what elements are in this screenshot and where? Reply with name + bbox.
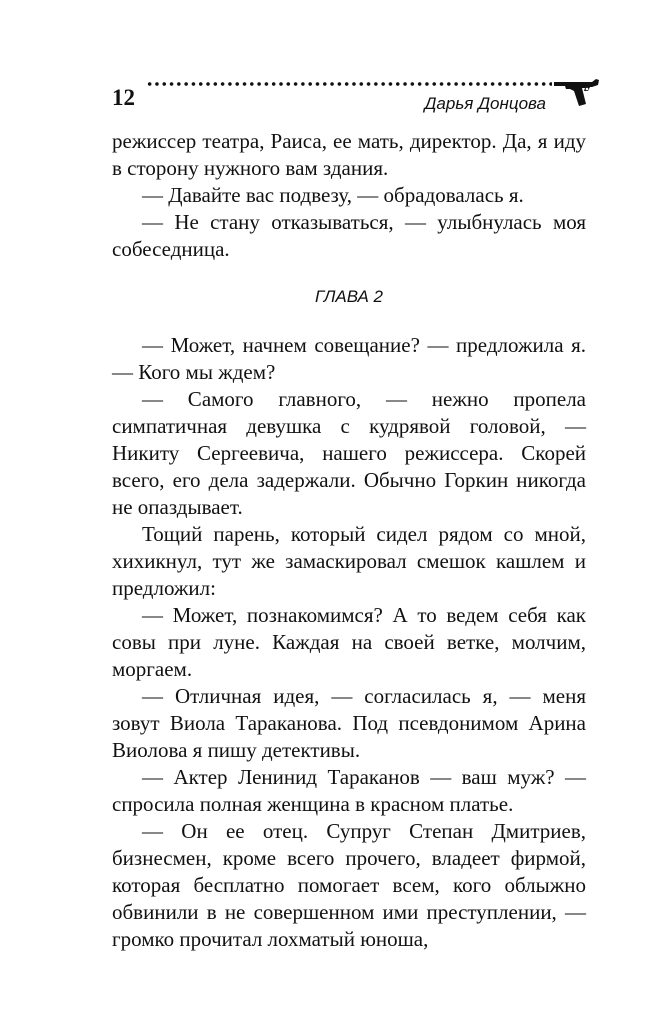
- paragraph: — Отличная идея, — согласилась я, — меня зовут Виола Тараканова. Под псевдонимом Арина Виолова я пишу детективы.: [112, 684, 586, 762]
- dotted-rule: [146, 80, 552, 88]
- top-text-block: [112, 128, 586, 263]
- paragraph: — Самого главного, — нежно пропела симпатичная девушка с кудрявой головой, — Никиту Сергеевича, нашего режиссера. Скорей всего, его дела задержали. Обычно Горкин никогда не опаздывает.: [112, 387, 586, 519]
- paragraph: — Не стану отказываться, — улыбнулась моя собеседница.: [112, 210, 586, 261]
- paragraph: — Может, начнем совещание? — предложила я. — Кого мы ждем?: [112, 333, 586, 384]
- main-text-block: [112, 332, 586, 953]
- page-header: [112, 76, 596, 116]
- revolver-icon: [552, 76, 602, 108]
- paragraph: — Давайте вас подвезу, — обрадовалась я.: [142, 183, 524, 207]
- paragraph: — Он ее отец. Супруг Степан Дмитриев, бизнесмен, кроме всего прочего, владеет фирмой, которая бесплатно помогает всем, кого облыжно обвинили в не совершенном ими преступлении, — громко прочитал лохматый юноша,: [112, 819, 586, 951]
- paragraph: — Актер Ленинид Тараканов — ваш муж? — спросила полная женщина в красном платье.: [112, 765, 586, 816]
- paragraph: Тощий парень, который сидел рядом со мной, хихикнул, тут же замаскировал смешок кашлем и предложил:: [112, 522, 586, 600]
- paragraph: режиссер театра, Раиса, ее мать, директор. Да, я иду в сторону нужного вам здания.: [112, 129, 586, 180]
- paragraph: — Может, познакомимся? А то ведем себя как совы при луне. Каждая на своей ветке, молчим, моргаем.: [112, 603, 586, 681]
- chapter-title: ГЛАВА 2: [315, 287, 383, 306]
- running-head-author: Дарья Донцова: [424, 94, 546, 113]
- page-number: 12: [112, 85, 135, 110]
